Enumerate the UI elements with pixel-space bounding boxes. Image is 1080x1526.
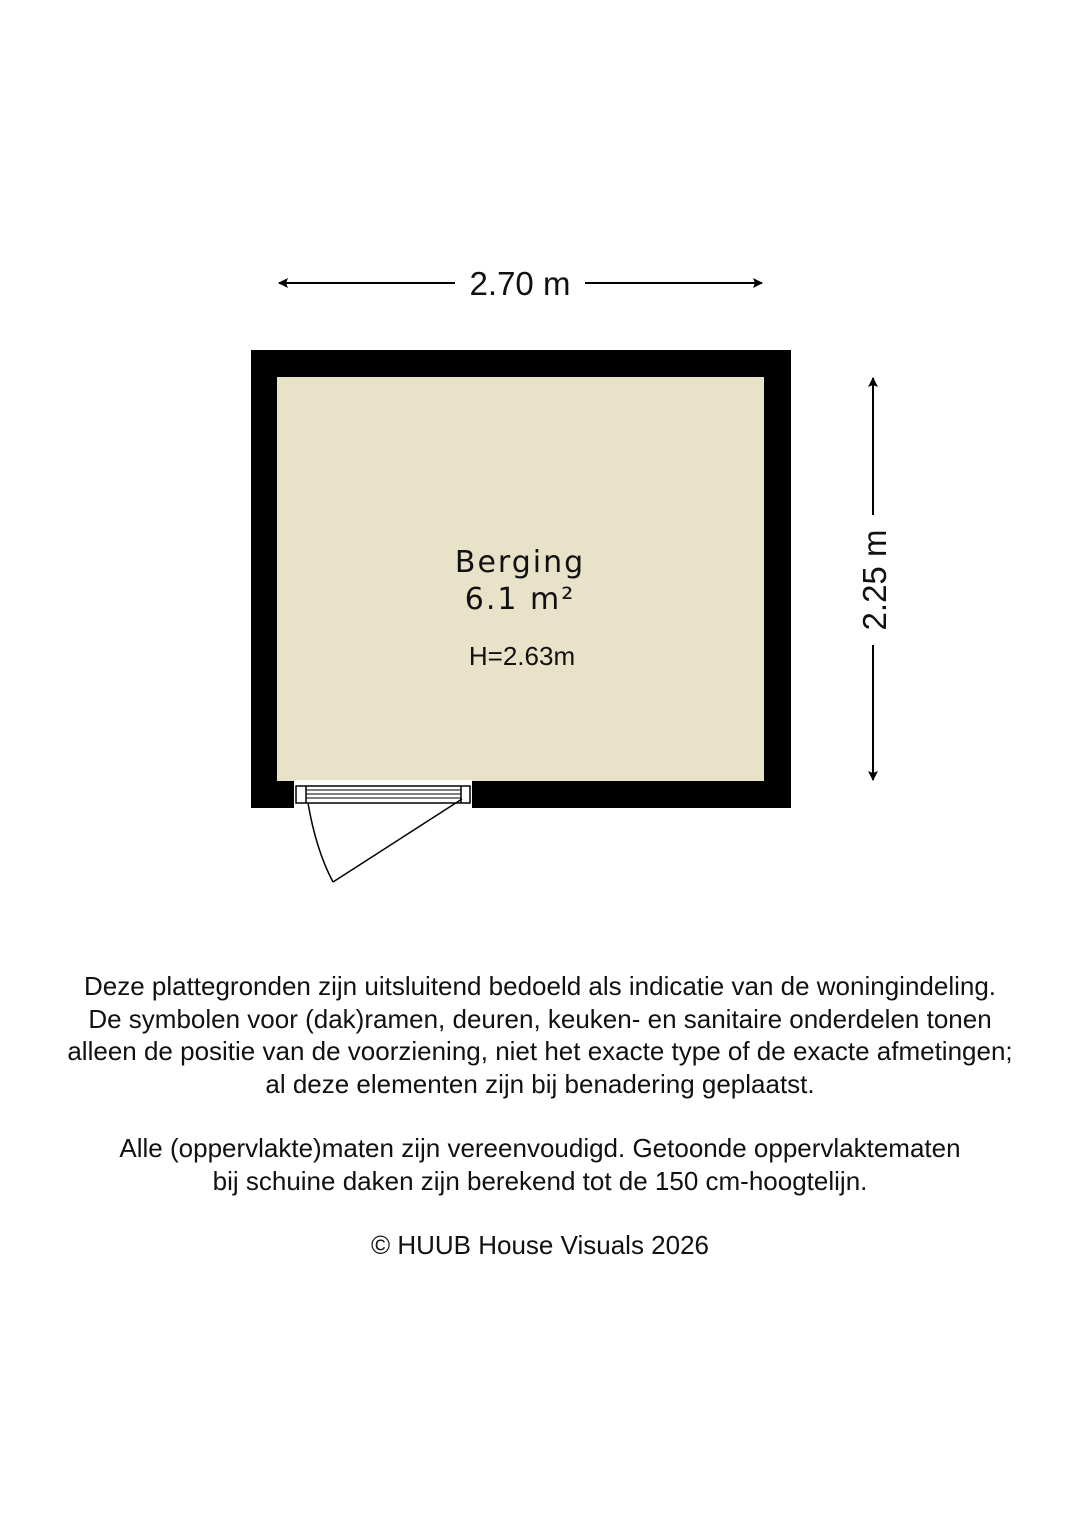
copyright-text: © HUUB House Visuals 2026	[370, 1230, 710, 1260]
room-label	[455, 545, 585, 671]
copyright-notice	[0, 1229, 1080, 1262]
disclaimer-line: bij schuine daken zijn berekend tot de 150 cm-hoogtelijn.	[212, 1165, 868, 1196]
disclaimer-paragraph-1	[0, 970, 1080, 1100]
disclaimer-line: De symbolen voor (dak)ramen, deuren, keuken- en sanitaire onderdelen tonen	[88, 1003, 992, 1034]
room-height: H=2.63m	[468, 641, 576, 671]
depth-dimension-label: 2.25 m	[856, 529, 893, 631]
disclaimer-line: alleen de positie van de voorziening, niet het exacte type of de exacte afmetingen;	[67, 1036, 1013, 1066]
disclaimer-line: Deze plattegronden zijn uitsluitend bedoeld als indicatie van de woningindeling.	[83, 971, 997, 1001]
disclaimer-paragraph-2	[0, 1132, 1080, 1197]
door-leaf	[333, 799, 462, 882]
disclaimer-line: al deze elementen zijn bij benadering geplaatst.	[265, 1068, 815, 1099]
room-name: Berging	[454, 545, 586, 580]
disclaimer-line: Alle (oppervlakte)maten zijn vereenvoudigd. Getoonde oppervlaktematen	[119, 1133, 961, 1163]
depth-dimension	[856, 378, 893, 780]
room-area: 6.1 m²	[464, 582, 576, 617]
width-dimension-label: 2.70 m	[469, 265, 571, 302]
width-dimension	[279, 265, 762, 302]
door-swing-arc	[308, 803, 333, 882]
door-symbol	[294, 780, 472, 882]
